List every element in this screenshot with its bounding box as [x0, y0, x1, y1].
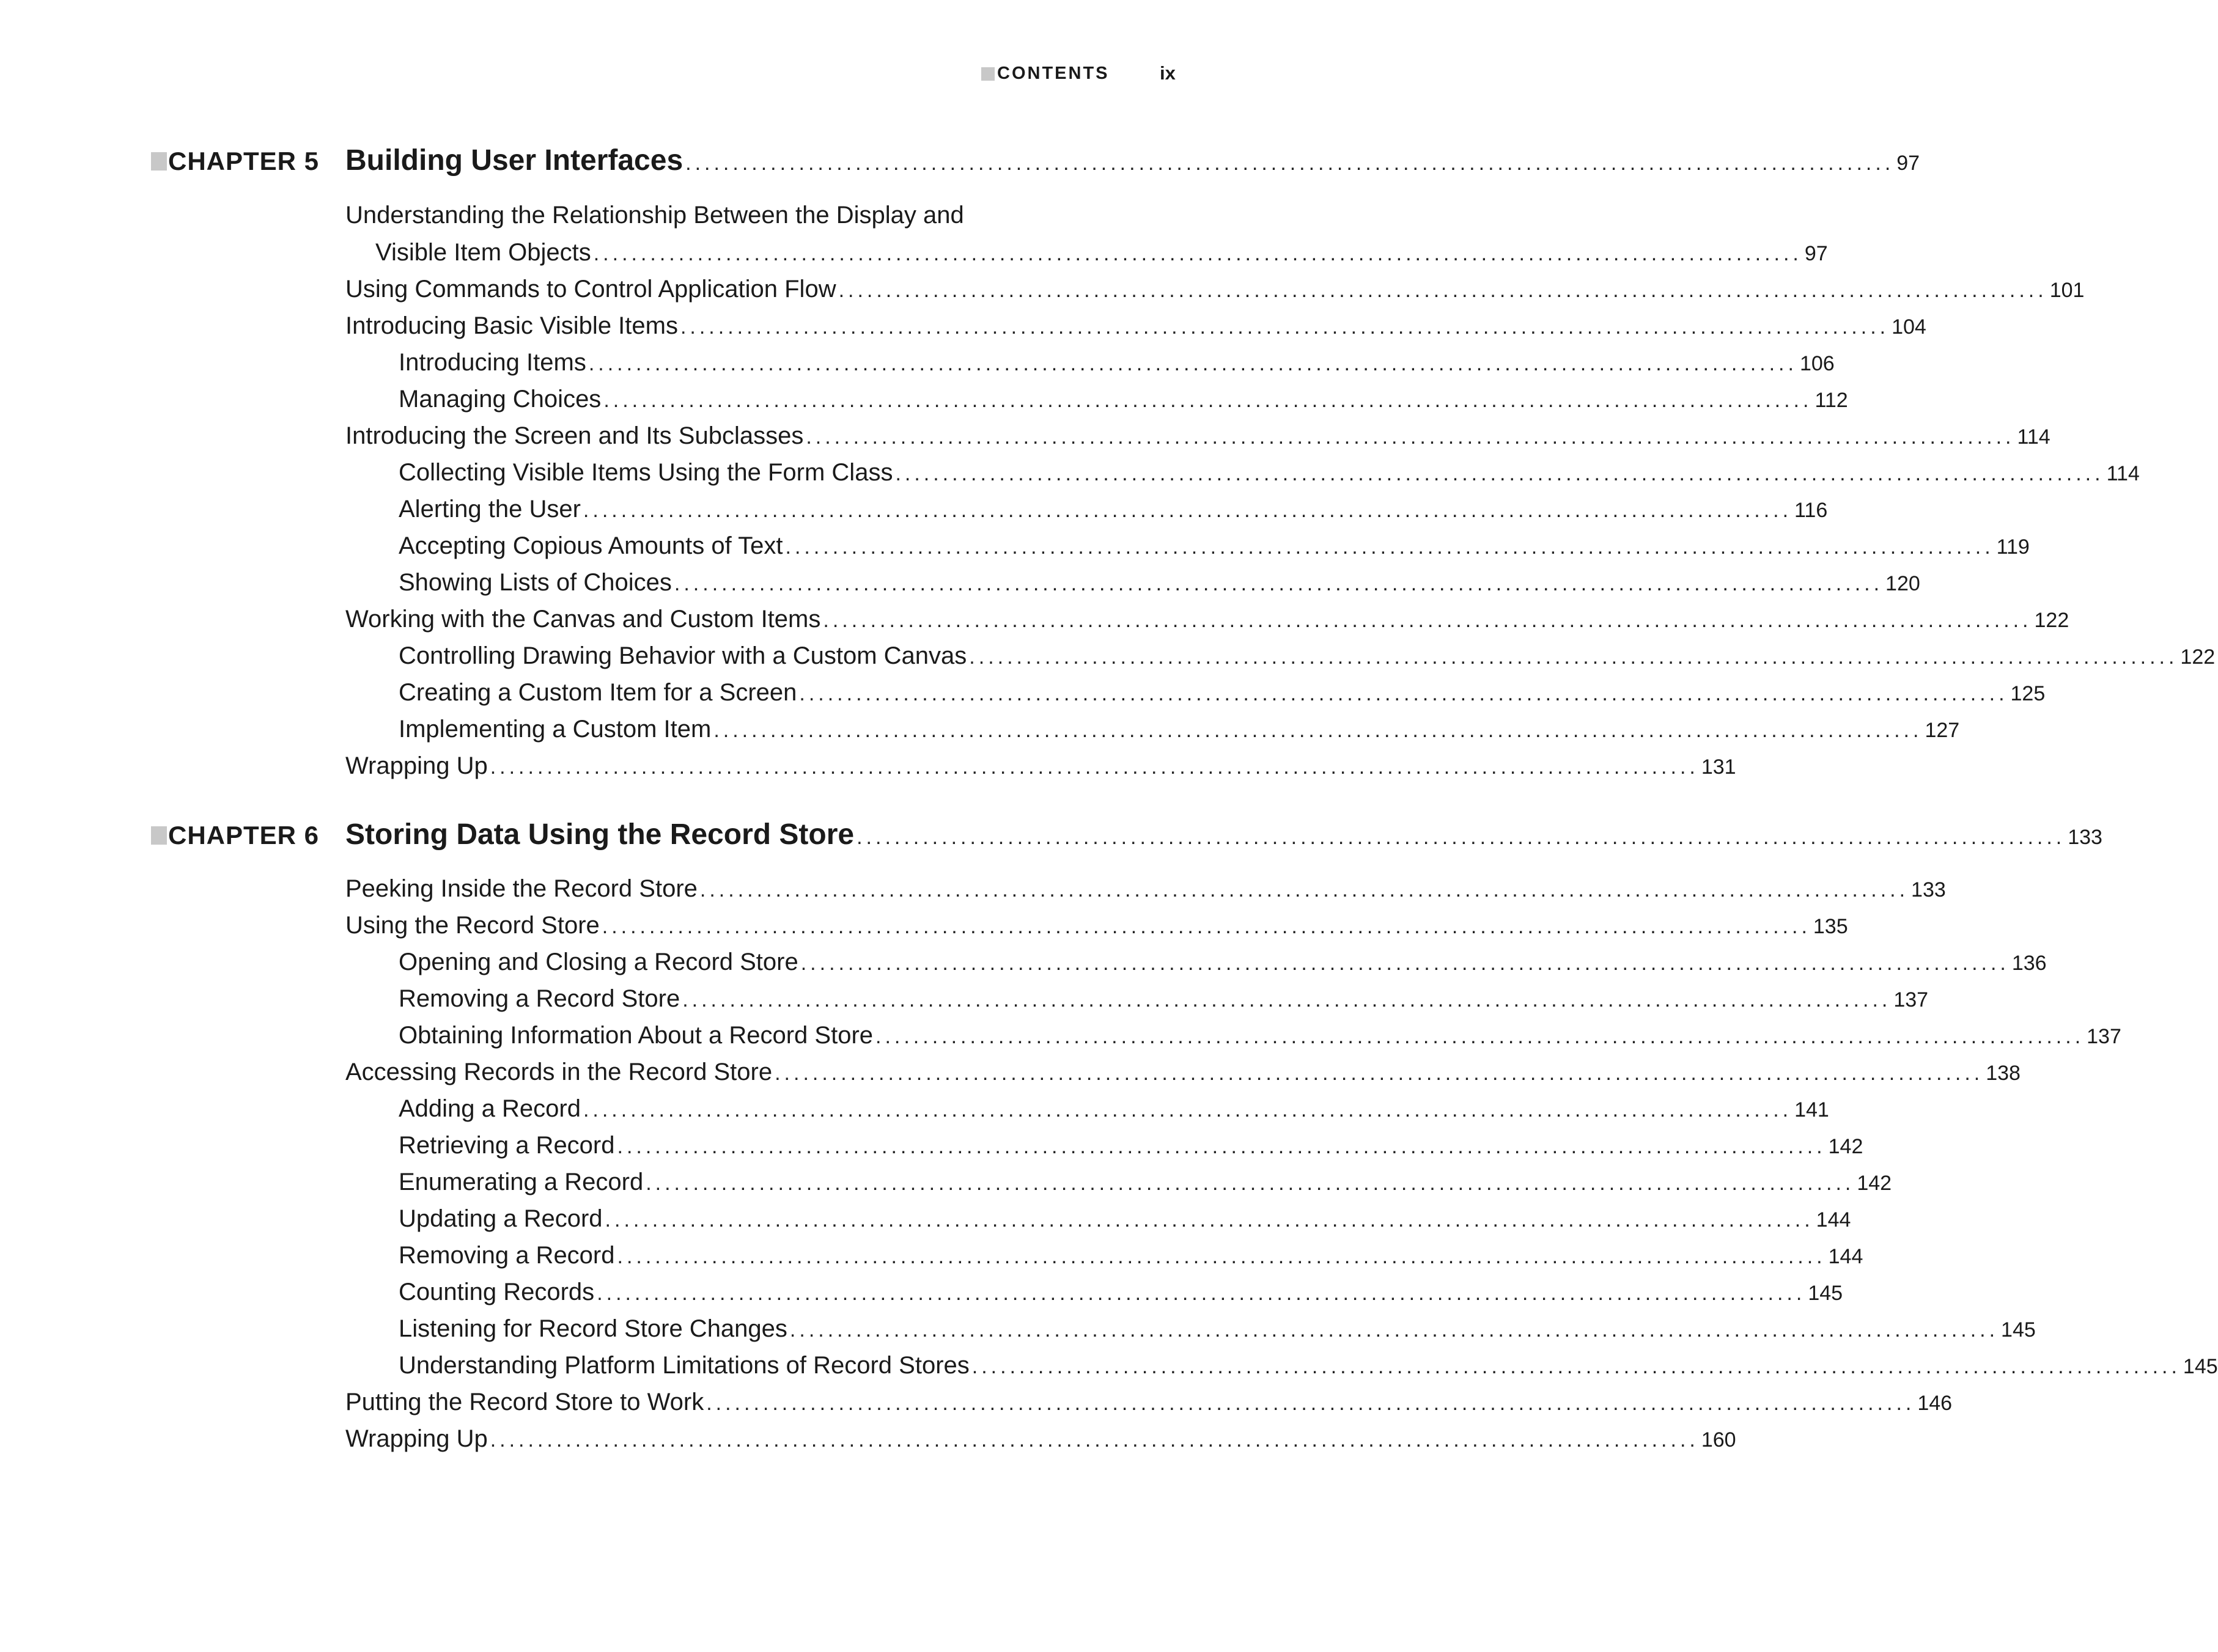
- entry-title: Opening and Closing a Record Store: [399, 949, 798, 975]
- entry-title: Listening for Record Store Changes: [399, 1315, 787, 1342]
- dot-leader: ................................................................................................................................: [706, 1392, 1915, 1415]
- page-ref: 144: [1828, 1245, 1863, 1268]
- toc-entry[interactable]: [345, 417, 2050, 454]
- toc-entry[interactable]: [345, 1384, 1953, 1420]
- page-ref: 114: [2106, 462, 2140, 485]
- entry-title: Showing Lists of Choices: [399, 569, 672, 596]
- entry-title: Introducing the Screen and Its Subclasses: [345, 422, 804, 449]
- dot-leader: ................................................................................................................................: [617, 1135, 1826, 1158]
- entry-title: Working with the Canvas and Custom Items: [345, 606, 821, 633]
- running-head-text: CONTENTS: [997, 64, 1110, 83]
- page-ref: 135: [1813, 915, 1848, 938]
- chapter-title: Building User Interfaces: [345, 144, 683, 177]
- dot-leader: ................................................................................................................................: [789, 1318, 1999, 1342]
- entry-title: Creating a Custom Item for a Screen: [399, 679, 797, 706]
- toc-entry[interactable]: [375, 234, 1828, 271]
- dot-leader: ................................................................................................................................: [490, 755, 1699, 779]
- page-ref: 136: [2011, 952, 2047, 975]
- entry-title: Adding a Record: [399, 1095, 581, 1122]
- dot-leader: ................................................................................................................................: [875, 1025, 2085, 1048]
- page-ref: 119: [1996, 535, 2030, 559]
- page-ref: 122: [2034, 609, 2069, 632]
- dot-leader: ................................................................................................................................: [674, 572, 1884, 595]
- page-ref: 145: [1808, 1282, 1843, 1305]
- dot-leader: ................................................................................................................................: [593, 242, 1802, 265]
- toc-entry[interactable]: [345, 1054, 2021, 1090]
- page-ref: 104: [1892, 315, 1926, 339]
- toc-subentry[interactable]: [399, 1127, 1863, 1164]
- toc-subentry[interactable]: [399, 1347, 2218, 1384]
- toc-subentry[interactable]: [399, 674, 2046, 711]
- dot-leader: ................................................................................................................................: [785, 535, 1994, 559]
- toc-subentry[interactable]: [399, 381, 1848, 417]
- square-bullet-icon: [981, 67, 995, 81]
- toc-subentry[interactable]: [399, 1017, 2121, 1054]
- entry-title: Understanding Platform Limitations of Record Stores: [399, 1352, 970, 1379]
- entry-title: Putting the Record Store to Work: [345, 1389, 704, 1415]
- entry-title: Enumerating a Record: [399, 1169, 644, 1195]
- dot-leader: ................................................................................................................................: [838, 279, 2047, 302]
- entry-title: Obtaining Information About a Record Store: [399, 1022, 874, 1049]
- dot-leader: ................................................................................................................................: [969, 645, 2178, 669]
- entry-title: Using the Record Store: [345, 912, 600, 939]
- toc-subentry[interactable]: [399, 344, 1835, 381]
- dot-leader: ................................................................................................................................: [602, 915, 1811, 938]
- entry-title: Alerting the User: [399, 496, 581, 523]
- toc-entry[interactable]: [345, 197, 964, 233]
- dot-leader: ................................................................................................................................: [588, 352, 1797, 375]
- toc-subentry[interactable]: [399, 1090, 1829, 1127]
- page-ref: 133: [1911, 878, 1946, 901]
- entry-title: Using Commands to Control Application Flow: [345, 276, 836, 303]
- toc-entry[interactable]: [345, 1420, 1736, 1457]
- page-ref: 137: [2087, 1025, 2121, 1048]
- page-ref: 120: [1885, 572, 1920, 595]
- page-ref: 137: [1893, 988, 1929, 1011]
- dot-leader: ................................................................................................................................: [583, 1098, 1792, 1122]
- page-ref: 106: [1799, 352, 1835, 375]
- page-ref: 141: [1794, 1098, 1829, 1122]
- dot-leader: ................................................................................................................................: [775, 1062, 1984, 1085]
- page-ref: 145: [2183, 1355, 2218, 1378]
- page-ref: 112: [1815, 389, 1848, 412]
- square-bullet-icon: [151, 826, 167, 845]
- running-head: [981, 64, 1110, 84]
- entry-title: Managing Choices: [399, 386, 602, 413]
- page-ref: 133: [2068, 826, 2102, 849]
- page-number: ix: [1160, 62, 1176, 84]
- toc-entry[interactable]: [345, 271, 2085, 307]
- page-ref: 116: [1794, 499, 1828, 522]
- dot-leader: ................................................................................................................................: [806, 425, 2015, 449]
- toc-subentry[interactable]: [399, 711, 1960, 747]
- toc-entry[interactable]: [345, 307, 1926, 344]
- page-ref: 114: [2017, 425, 2050, 449]
- toc-entry[interactable]: [345, 907, 1848, 944]
- page-ref: 97: [1804, 242, 1828, 265]
- chapter-label-text: CHAPTER 5: [168, 147, 320, 175]
- entry-title: Retrieving a Record: [399, 1132, 615, 1159]
- chapter-title-entry[interactable]: [345, 813, 2102, 856]
- dot-leader: ................................................................................................................................: [603, 389, 1813, 412]
- page-ref: 144: [1816, 1208, 1851, 1232]
- toc-subentry[interactable]: [399, 1164, 1892, 1200]
- entry-title: Understanding the Relationship Between the Display and: [345, 202, 964, 229]
- toc-subentry[interactable]: [399, 564, 1920, 601]
- toc-subentry[interactable]: [399, 1274, 1843, 1310]
- toc-subentry[interactable]: [399, 637, 2216, 674]
- page-ref: 145: [2001, 1318, 2036, 1342]
- page-ref: 160: [1701, 1428, 1736, 1452]
- entry-title: Wrapping Up: [345, 1425, 488, 1452]
- page-ref: 97: [1896, 152, 1920, 175]
- page-ref: 138: [1986, 1062, 2021, 1085]
- entry-title: Introducing Basic Visible Items: [345, 312, 678, 339]
- toc-subentry[interactable]: [399, 454, 2140, 491]
- dot-leader: ................................................................................................................................: [800, 952, 2010, 975]
- entry-title: Visible Item Objects: [375, 239, 591, 266]
- entry-title: Accepting Copious Amounts of Text: [399, 532, 783, 559]
- chapter-label: [151, 147, 319, 176]
- page-ref: 101: [2049, 279, 2085, 302]
- dot-leader: ................................................................................................................................: [680, 315, 1890, 339]
- chapter-title-entry[interactable]: [345, 139, 1920, 182]
- dot-leader: ................................................................................................................................: [823, 609, 2032, 632]
- dot-leader: ................................................................................................................................: [646, 1172, 1855, 1195]
- chapter-label: [151, 821, 319, 850]
- dot-leader: ................................................................................................................................: [857, 826, 2066, 849]
- dot-leader: ................................................................................................................................: [583, 499, 1792, 522]
- page-ref: 146: [1917, 1392, 1953, 1415]
- dot-leader: ................................................................................................................................: [713, 719, 1923, 742]
- page-ref: 131: [1701, 755, 1736, 779]
- dot-leader: ................................................................................................................................: [617, 1245, 1826, 1268]
- dot-leader: ................................................................................................................................: [685, 152, 1895, 175]
- square-bullet-icon: [151, 152, 167, 171]
- chapter-title: Storing Data Using the Record Store: [345, 818, 855, 851]
- page-ref: 142: [1857, 1172, 1892, 1195]
- entry-title: Peeking Inside the Record Store: [345, 875, 698, 902]
- toc-subentry[interactable]: [399, 980, 1929, 1017]
- dot-leader: ................................................................................................................................: [699, 878, 1909, 901]
- dot-leader: ................................................................................................................................: [682, 988, 1892, 1011]
- entry-title: Controlling Drawing Behavior with a Custom Canvas: [399, 642, 967, 669]
- dot-leader: ................................................................................................................................: [605, 1208, 1814, 1232]
- dot-leader: ................................................................................................................................: [895, 462, 2104, 485]
- page-ref: 125: [2010, 682, 2046, 705]
- entry-title: Counting Records: [399, 1279, 595, 1305]
- page-ref: 122: [2180, 645, 2216, 669]
- dot-leader: ................................................................................................................................: [597, 1282, 1806, 1305]
- entry-title: Introducing Items: [399, 349, 586, 376]
- entry-title: Accessing Records in the Record Store: [345, 1059, 773, 1085]
- dot-leader: ................................................................................................................................: [971, 1355, 2181, 1378]
- toc-subentry[interactable]: [399, 491, 1828, 527]
- dot-leader: ................................................................................................................................: [490, 1428, 1699, 1452]
- page-ref: 142: [1828, 1135, 1863, 1158]
- entry-title: Implementing a Custom Item: [399, 716, 712, 743]
- toc-entry[interactable]: [345, 601, 2069, 637]
- toc-subentry[interactable]: [399, 1237, 1863, 1274]
- entry-title: Removing a Record: [399, 1242, 615, 1269]
- entry-title: Removing a Record Store: [399, 985, 680, 1012]
- toc-subentry[interactable]: [399, 1200, 1851, 1237]
- toc-subentry[interactable]: [399, 944, 2047, 980]
- entry-title: Updating a Record: [399, 1205, 603, 1232]
- page-ref: 127: [1925, 719, 1960, 742]
- chapter-label-text: CHAPTER 6: [168, 821, 320, 850]
- entry-title: Wrapping Up: [345, 752, 488, 779]
- dot-leader: ................................................................................................................................: [799, 682, 2008, 705]
- toc-entry[interactable]: [345, 870, 1946, 907]
- toc-subentry[interactable]: [399, 527, 2030, 564]
- entry-title: Collecting Visible Items Using the Form Class: [399, 459, 893, 486]
- toc-entry[interactable]: [345, 747, 1736, 784]
- toc-subentry[interactable]: [399, 1310, 2036, 1347]
